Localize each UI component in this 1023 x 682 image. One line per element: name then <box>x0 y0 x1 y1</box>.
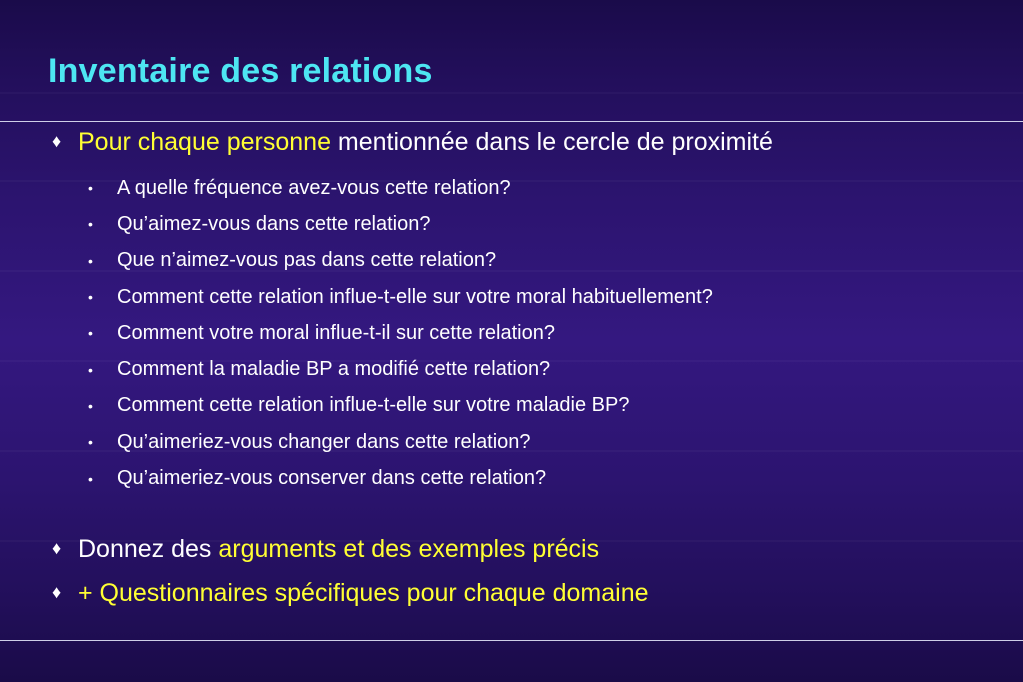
dot-bullet-icon: • <box>88 216 93 233</box>
list-item <box>88 315 713 351</box>
list-item-text: Que n’aimez-vous pas dans cette relation? <box>117 249 497 272</box>
list-item <box>88 206 713 242</box>
bullet-questionnaires <box>52 579 649 608</box>
dot-bullet-icon: • <box>88 470 93 487</box>
dot-bullet-icon: • <box>88 180 93 197</box>
dot-bullet-icon: • <box>88 434 93 451</box>
list-item-text: Comment la maladie BP a modifié cette relation? <box>117 358 551 381</box>
list-item-text: A quelle fréquence avez-vous cette relation? <box>117 176 511 199</box>
list-item-text: Comment votre moral influe-t-il sur cette relation? <box>117 321 555 344</box>
bullet-pour-chaque-personne <box>52 128 773 157</box>
bullet-text: mentionnée dans le cercle de proximité <box>330 128 773 156</box>
bullet-text: Donnez des <box>78 535 219 563</box>
list-item-text: Comment cette relation influe-t-elle sur votre moral habituellement? <box>117 285 713 308</box>
dot-bullet-icon: • <box>88 361 93 378</box>
list-item-text: Qu’aimez-vous dans cette relation? <box>117 212 431 235</box>
diamond-bullet-icon: ♦ <box>52 582 62 602</box>
footer-divider <box>0 640 1023 641</box>
background-band <box>0 92 1023 94</box>
list-item-text: Qu’aimeriez-vous conserver dans cette relation? <box>117 467 547 490</box>
diamond-bullet-icon: ♦ <box>52 131 62 151</box>
list-item <box>88 170 713 206</box>
list-item-text: Comment cette relation influe-t-elle sur votre maladie BP? <box>117 394 630 417</box>
dot-bullet-icon: • <box>88 397 93 414</box>
dot-bullet-icon: • <box>88 252 93 269</box>
bullet-donnez-des <box>52 535 599 564</box>
bullet-accent-text: Pour chaque personne <box>78 128 331 156</box>
dot-bullet-icon: • <box>88 289 93 306</box>
list-item <box>88 460 713 496</box>
list-item <box>88 424 713 460</box>
dot-bullet-icon: • <box>88 325 93 342</box>
bullet-accent-text: arguments et des exemples précis <box>218 535 600 563</box>
list-item <box>88 279 713 315</box>
list-item-text: Qu’aimeriez-vous changer dans cette relation? <box>117 430 531 453</box>
diamond-bullet-icon: ♦ <box>52 538 62 558</box>
list-item <box>88 351 713 387</box>
slide-title: Inventaire des relations <box>48 52 433 90</box>
list-item <box>88 388 713 424</box>
question-list <box>88 170 713 497</box>
title-divider <box>0 121 1023 122</box>
list-item <box>88 243 713 279</box>
bullet-accent-text: + Questionnaires spécifiques pour chaque domaine <box>78 579 649 607</box>
